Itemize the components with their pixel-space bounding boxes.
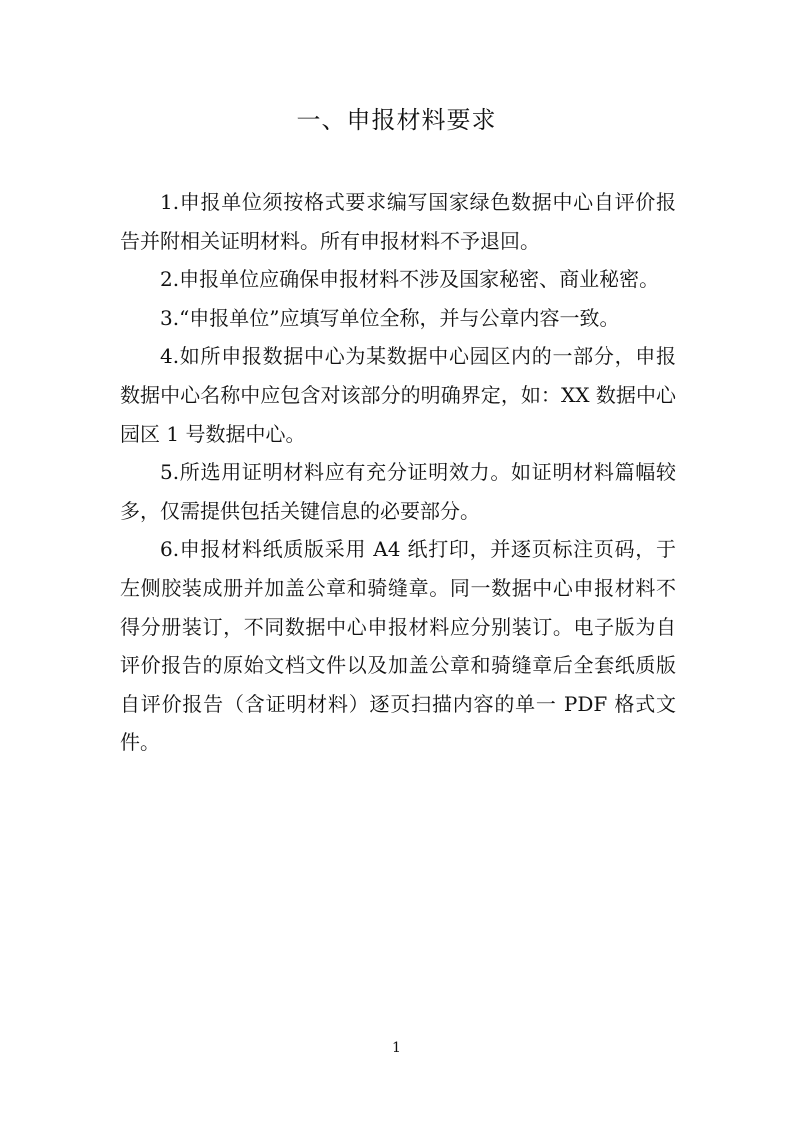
requirement-paragraph-5: 5.所选用证明材料应有充分证明效力。如证明材料篇幅较多，仅需提供包括关键信息的必要部分。 bbox=[120, 460, 676, 523]
requirement-paragraph-6: 6.申报材料纸质版采用 A4 纸打印，并逐页标注页码，于左侧胶装成册并加盖公章和骑缝章。同一数据中心申报材料不得分册装订，不同数据中心申报材料应分别装订。电子版为自评价报告的原始文档文件以及加盖公章和骑缝章后全套纸质版自评价报告（含证明材料）逐页扫描内容的单一 PDF 格式文件。 bbox=[120, 537, 676, 755]
page-title: 一、申报材料要求 bbox=[296, 106, 497, 134]
page-number: 1 bbox=[392, 1040, 401, 1056]
requirement-paragraph-2: 2.申报单位应确保申报材料不涉及国家秘密、商业秘密。 bbox=[160, 267, 660, 292]
requirements-list bbox=[120, 183, 676, 762]
requirement-paragraph-4: 4.如所申报数据中心为某数据中心园区内的一部分，申报数据中心名称中应包含对该部分的明确界定，如：XX 数据中心园区 1 号数据中心。 bbox=[120, 344, 676, 446]
requirement-paragraph-1: 1.申报单位须按格式要求编写国家绿色数据中心自评价报告并附相关证明材料。所有申报材料不予退回。 bbox=[120, 190, 676, 253]
requirement-paragraph-3: 3.“申报单位”应填写单位全称，并与公章内容一致。 bbox=[160, 305, 620, 330]
